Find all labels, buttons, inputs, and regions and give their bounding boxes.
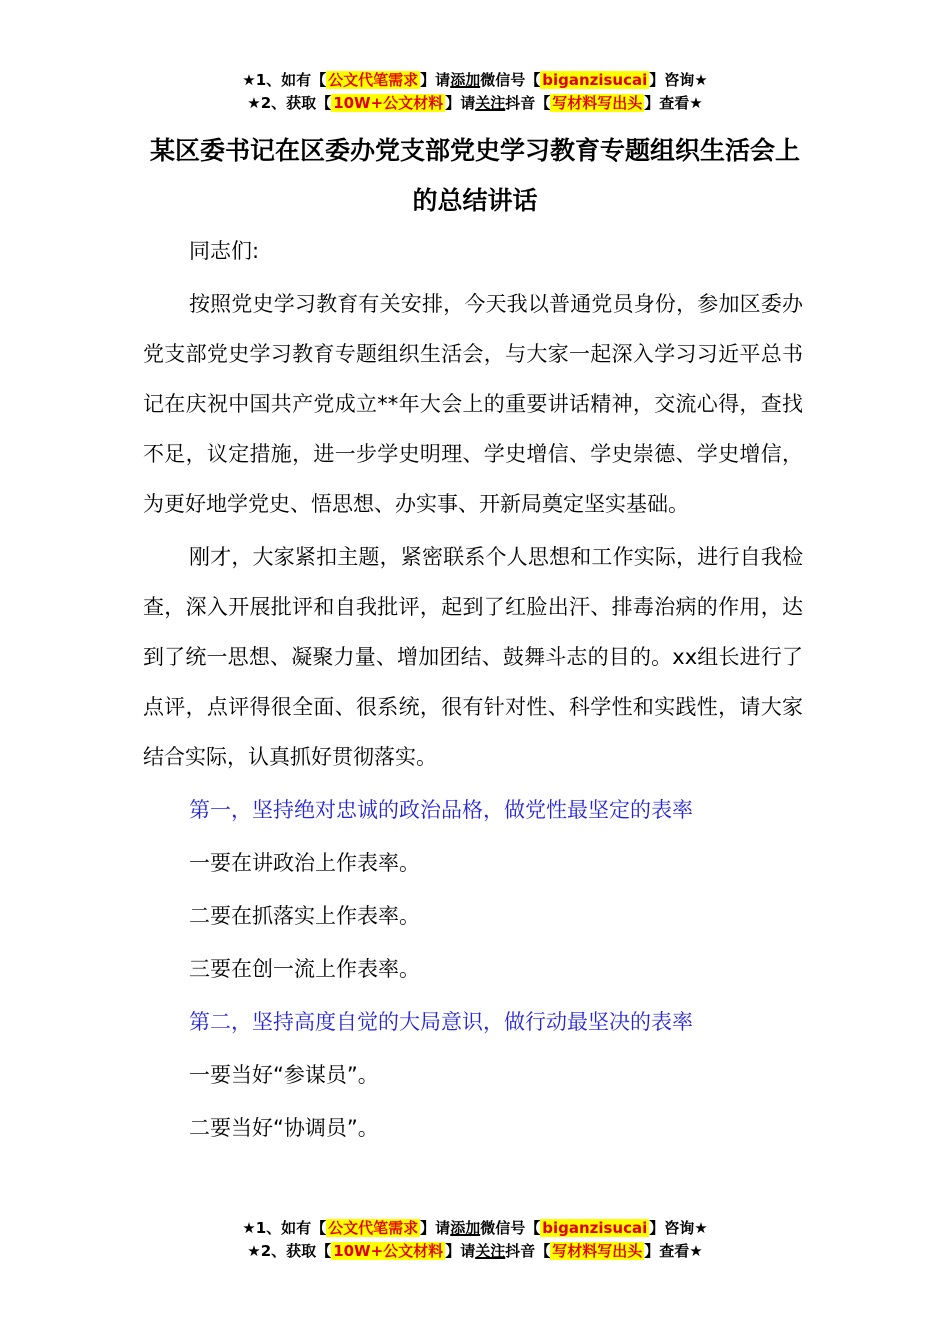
banner-highlight: biganzisucai [542,71,648,89]
footer-banner [0,1217,950,1263]
document-body [143,226,803,1156]
paragraph: 刚才，大家紧扣主题，紧密联系个人思想和工作实际，进行自我检查，深入开展批评和自我批评，起到了红脸出汗、排毒治病的作用，达到了统一思想、凝聚力量、增加团结、鼓舞斗志的目的。xx组长进行了点评，点评得很全面、很系统，很有针对性、科学性和实践性，请大家结合实际，认真抓好贯彻落实。 [143,545,803,769]
banner-underlined: 关注 [475,1242,506,1260]
banner-text: 】查看★ [644,1242,703,1260]
section-heading: 第一，坚持绝对忠诚的政治品格，做党性最坚定的表率 [189,798,693,822]
banner-underlined: 添加 [450,1219,481,1237]
section-heading: 第二，坚持高度自觉的大局意识，做行动最坚决的表率 [189,1010,693,1034]
banner-underlined: 添加 [450,71,481,89]
banner-underlined: 关注 [475,94,506,112]
banner-text: 】请 [445,1242,476,1260]
banner-highlight: 10W+公文材料 [333,1242,444,1260]
section-item: 一要当好“参谋员”。 [189,1063,379,1087]
banner-text: 抖音【 [505,94,551,112]
banner-highlight: 10W+公文材料 [333,94,444,112]
banner-text: 微信号【 [480,1219,541,1237]
section-item: 二要在抓落实上作表率。 [189,904,420,928]
header-banner [0,69,950,115]
banner-highlight: 写材料写出头 [552,1242,643,1260]
banner-highlight: biganzisucai [542,1219,648,1237]
banner-text: 微信号【 [480,71,541,89]
salutation: 同志们: [189,239,260,263]
section-item: 二要当好“协调员”。 [189,1116,379,1140]
document-title: 某区委书记在区委办党支部党史学习教育专题组织生活会上的总结讲话 [149,136,800,215]
banner-highlight: 写材料写出头 [552,94,643,112]
banner-line-2 [0,92,950,115]
banner-highlight: 公文代笔需求 [328,71,419,89]
banner-text: ★1、如有【 [242,1219,327,1237]
banner-highlight: 公文代笔需求 [328,1219,419,1237]
section-item: 一要在讲政治上作表率。 [189,851,420,875]
section-item: 三要在创一流上作表率。 [189,957,420,981]
banner-text: 】请 [420,71,451,89]
banner-text: 】请 [445,94,476,112]
banner-text: 抖音【 [505,1242,551,1260]
banner-line-1 [0,69,950,92]
banner-text: 】咨询★ [649,1219,708,1237]
banner-text: ★2、获取【 [247,94,332,112]
banner-text: 】咨询★ [649,71,708,89]
banner-line-1 [0,1217,950,1240]
banner-text: 】查看★ [644,94,703,112]
banner-text: ★1、如有【 [242,71,327,89]
paragraph: 按照党史学习教育有关安排，今天我以普通党员身份，参加区委办党支部党史学习教育专题组织生活会，与大家一起深入学习习近平总书记在庆祝中国共产党成立**年大会上的重要讲话精神，交流心得，查找不足，议定措施，进一步学史明理、学史增信、学史崇德、学史增信，为更好地学党史、悟思想、办实事、开新局奠定坚实基础。 [143,292,803,516]
banner-text: 】请 [420,1219,451,1237]
banner-line-2 [0,1240,950,1263]
banner-text: ★2、获取【 [247,1242,332,1260]
